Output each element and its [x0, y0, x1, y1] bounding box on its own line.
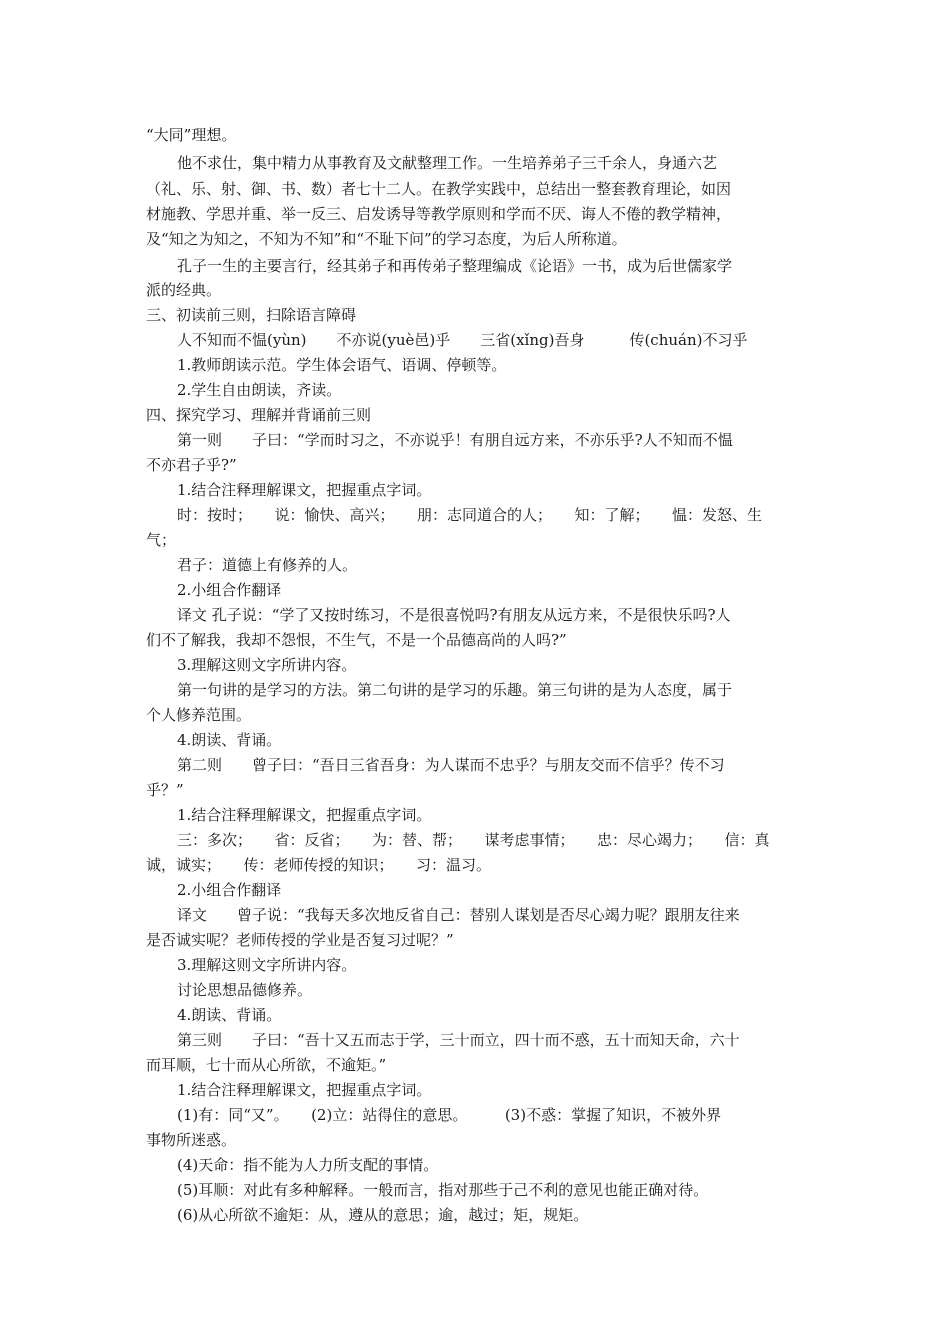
text-line: (5)耳顺：对此有多种解释。一般而言，指对那些于己不利的意见也能正确对待。: [177, 1181, 709, 1199]
text-line: 2.小组合作翻译: [177, 881, 282, 899]
text-line: 译文 曾子说：“我每天多次地反省自己：替别人谋划是否尽心竭力呢？跟朋友往来: [177, 906, 740, 924]
section-heading: 三、初读前三则，扫除语言障碍: [146, 306, 357, 324]
text-line: (4)天命：指不能为人力所支配的事情。: [177, 1156, 439, 1174]
text-line: 个人修养范围。: [146, 706, 252, 724]
text-line: 3.理解这则文字所讲内容。: [177, 956, 357, 974]
text-line: 孔子一生的主要言行，经其弟子和再传弟子整理编成《论语》一书，成为后世儒家学: [177, 257, 733, 275]
text-line: (6)从心所欲不逾矩：从，遵从的意思；逾，越过；矩，规矩。: [177, 1206, 589, 1224]
text-line: 材施教、学思并重、举一反三、启发诱导等教学原则和学而不厌、诲人不倦的教学精神，: [146, 205, 732, 223]
text-line: 乎？”: [146, 781, 184, 799]
text-line: 不亦君子乎?”: [146, 456, 237, 474]
text-line: 第一则 子曰：“学而时习之，不亦说乎！有朋自远方来，不亦乐乎?人不知而不愠: [177, 431, 733, 449]
section-heading: 四、探究学习、理解并背诵前三则: [146, 406, 372, 424]
text-line: 及“知之为知之，不知为不知”和“不耻下问”的学习态度，为后人所称道。: [146, 230, 627, 248]
text-line: 诚，诚实； 传：老师传授的知识； 习：温习。: [146, 856, 492, 874]
text-line: 而耳顺，七十而从心所欲，不逾矩。”: [146, 1056, 387, 1074]
text-line: 第三则 子曰：“吾十又五而志于学，三十而立，四十而不惑，五十而知天命，六十: [177, 1031, 740, 1049]
text-line: 三：多次； 省：反省； 为：替、帮； 谋考虑事情； 忠：尽心竭力； 信：真: [177, 831, 770, 849]
text-line: 2.小组合作翻译: [177, 581, 282, 599]
text-line: “大同”理想。: [146, 126, 237, 144]
text-line: 1.结合注释理解课文，把握重点字词。: [177, 1081, 432, 1099]
text-line: 1.结合注释理解课文，把握重点字词。: [177, 481, 432, 499]
text-line: 气；: [146, 531, 177, 549]
text-line: 译文 孔子说：“学了又按时练习，不是很喜悦吗?有朋友从远方来，不是很快乐吗?人: [177, 606, 731, 624]
text-line: 第一句讲的是学习的方法。第二句讲的是学习的乐趣。第三句讲的是为人态度，属于: [177, 681, 733, 699]
text-line: 4.朗读、背诵。: [177, 731, 282, 749]
text-line: 讨论思想品德修养。: [177, 981, 313, 999]
text-line: 君子：道德上有修养的人。: [177, 556, 358, 574]
text-line: 1.结合注释理解课文，把握重点字词。: [177, 806, 432, 824]
text-line: 1.教师朗读示范。学生体会语气、语调、停顿等。: [177, 356, 507, 374]
text-line: （礼、乐、射、御、书、数）者七十二人。在教学实践中，总结出一整套教育理论，如因: [146, 180, 732, 198]
text-line: 2.学生自由朗读，齐读。: [177, 381, 342, 399]
text-line: 事物所迷惑。: [146, 1131, 237, 1149]
text-line: 4.朗读、背诵。: [177, 1006, 282, 1024]
text-line: 是否诚实呢？老师传授的学业是否复习过呢？”: [146, 931, 454, 949]
text-line: 们不了解我，我却不怨恨，不生气，不是一个品德高尚的人吗?”: [146, 631, 567, 649]
text-line: (1)有：同“又”。 (2)立：站得住的意思。 (3)不惑：掌握了知识，不被外界: [177, 1106, 722, 1124]
text-line: 派的经典。: [146, 281, 222, 299]
text-line: 3.理解这则文字所讲内容。: [177, 656, 357, 674]
text-line: 时：按时； 说：愉快、高兴； 朋：志同道合的人； 知：了解； 愠：发怒、生: [177, 506, 763, 524]
text-line: 第二则 曾子曰：“吾日三省吾身：为人谋而不忠乎？与朋友交而不信乎？传不习: [177, 756, 725, 774]
text-line: 人不知而不愠(yùn) 不亦说(yuè邑)乎 三省(xǐng)吾身 传(chuán)不习乎: [177, 331, 748, 349]
text-line: 他不求仕，集中精力从事教育及文献整理工作。一生培养弟子三千余人，身通六艺: [177, 154, 718, 172]
